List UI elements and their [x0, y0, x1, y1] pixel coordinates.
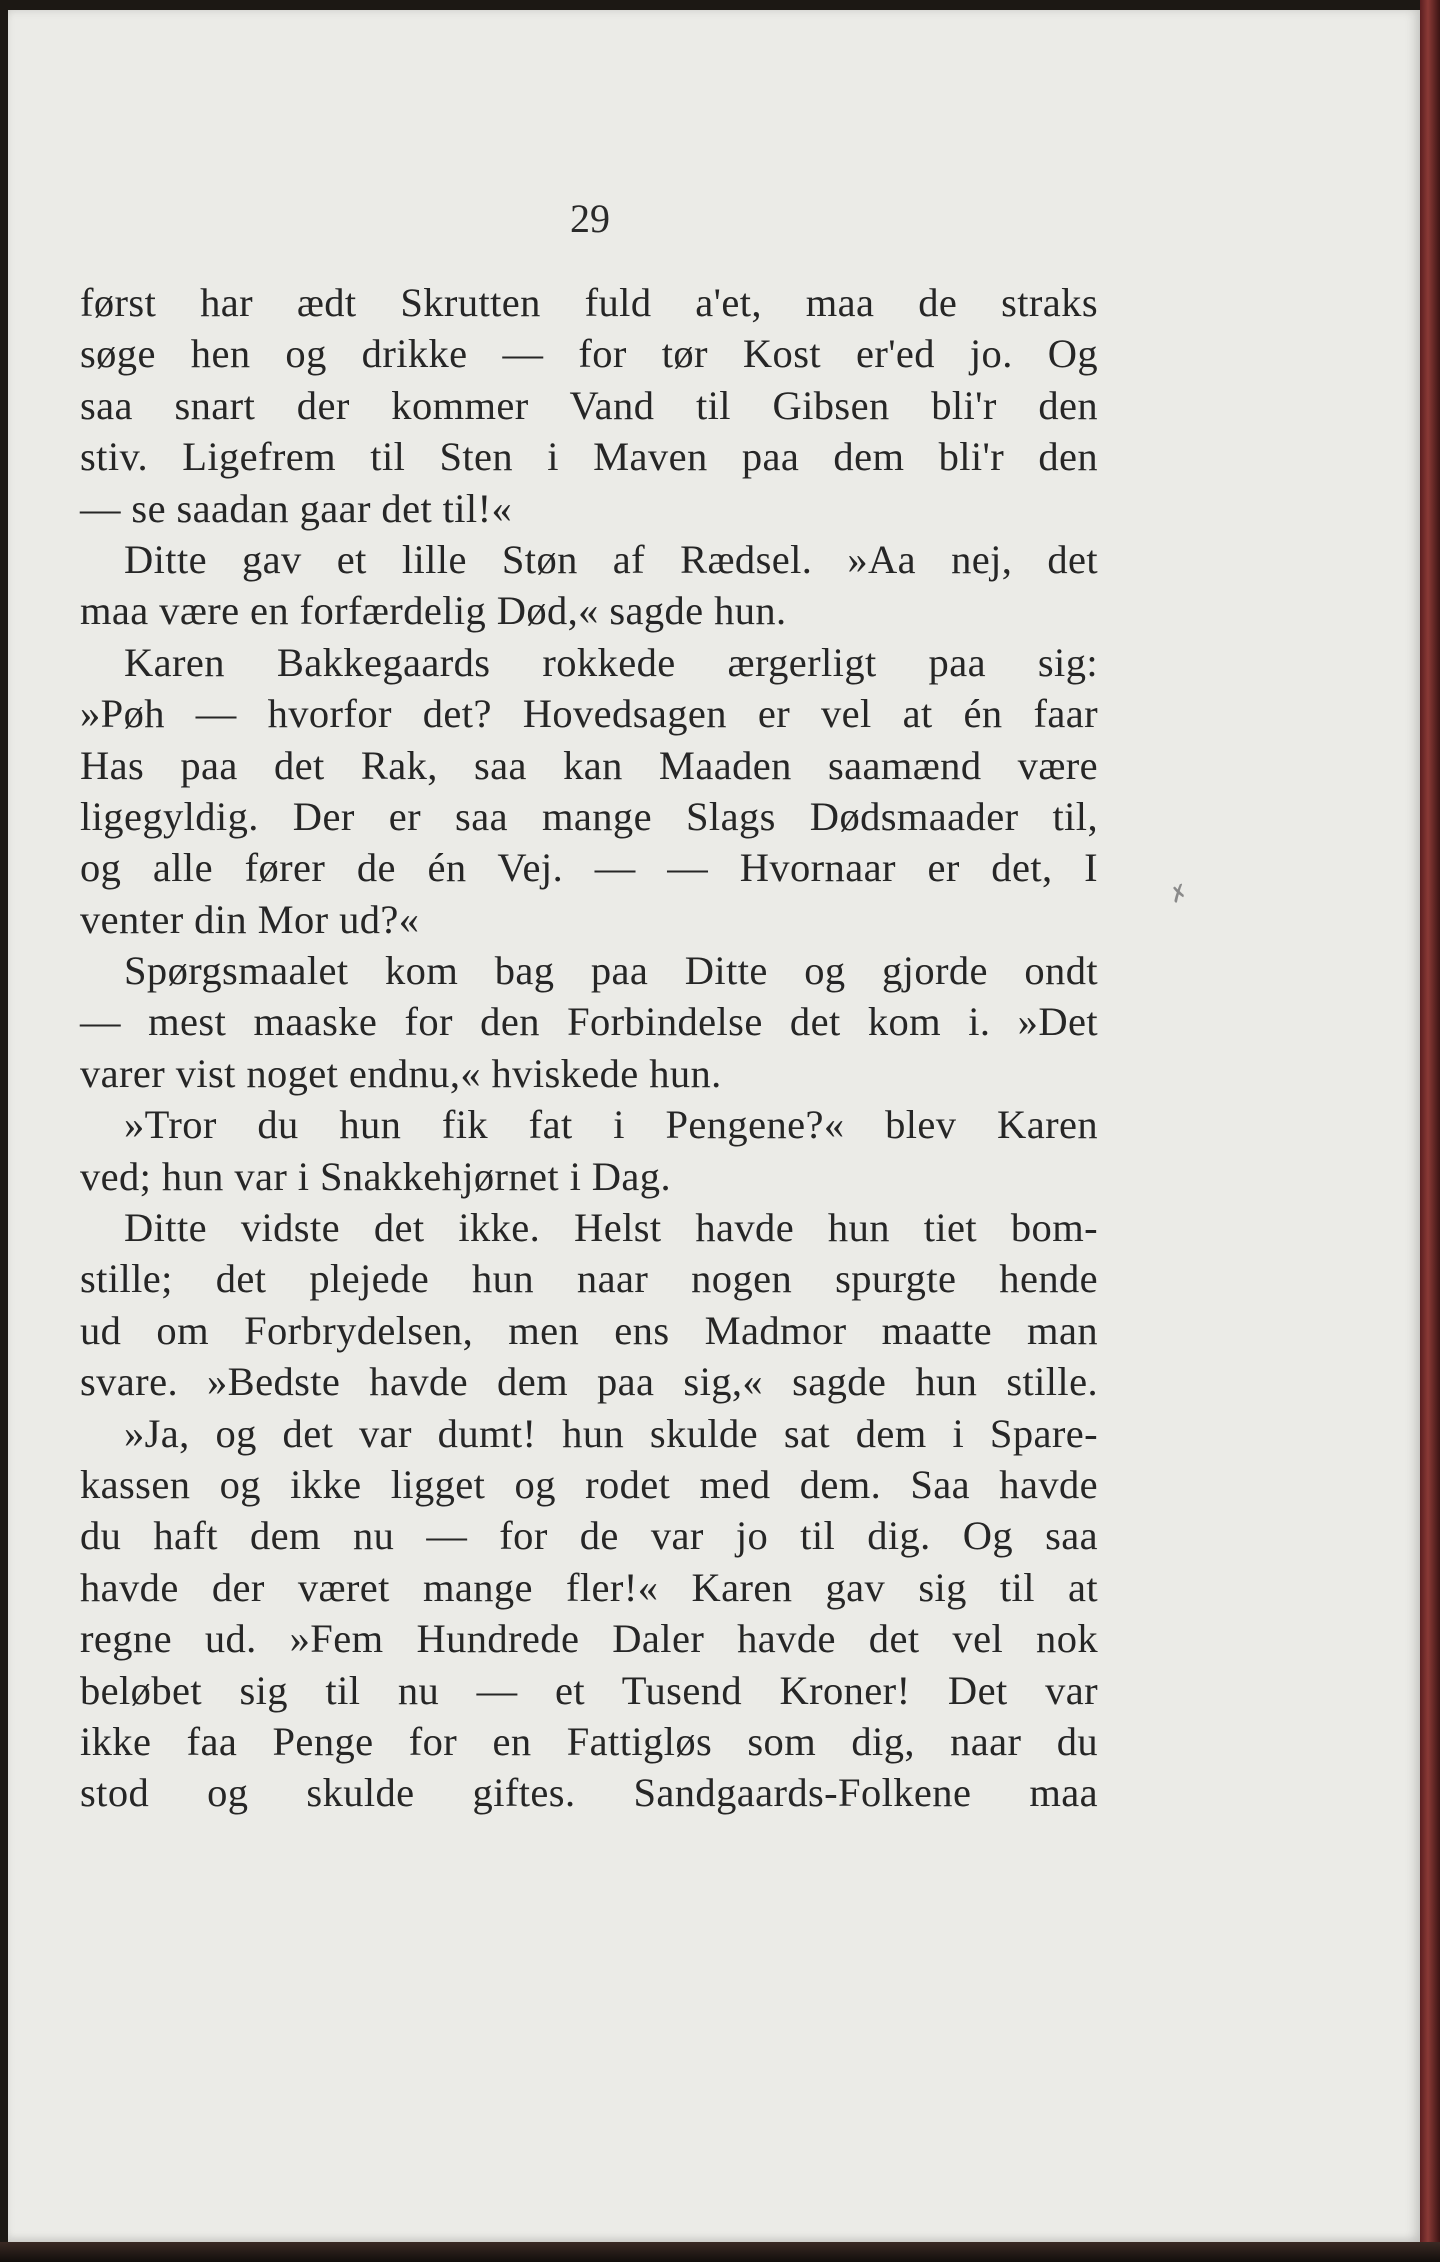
text-line: venter din Mor ud?«	[80, 896, 420, 942]
text-line: — mest maaske for den Forbindelse det kom i. »Det	[80, 999, 1098, 1045]
body-text	[80, 277, 1098, 1819]
text-line: Ditte gav et lille Støn af Rædsel. »Aa nej, det	[124, 536, 1098, 582]
text-line: »Pøh — hvorfor det? Hovedsagen er vel at én faar	[80, 691, 1098, 737]
text-line: ud om Forbrydelsen, men ens Madmor maatte man	[80, 1307, 1098, 1353]
text-line: stod og skulde giftes. Sandgaards-Folkene maa	[80, 1770, 1098, 1816]
text-line: maa være en forfærdelig Død,« sagde hun.	[80, 588, 787, 634]
text-line: havde der været mange fler!« Karen gav sig til at	[80, 1564, 1098, 1610]
text-line: først har ædt Skrutten fuld a'et, maa de straks	[80, 280, 1098, 325]
text-line: svare. »Bedste havde dem paa sig,« sagde hun stille.	[80, 1359, 1098, 1405]
text-line: beløbet sig til nu — et Tusend Kroner! Det var	[80, 1667, 1098, 1713]
text-line: kassen og ikke ligget og rodet med dem. Saa havde	[80, 1461, 1098, 1507]
text-line: regne ud. »Fem Hundrede Daler havde det vel nok	[80, 1616, 1098, 1662]
text-line: søge hen og drikke — for tør Kost er'ed jo. Og	[80, 331, 1098, 377]
page-edge-right	[1420, 0, 1440, 2262]
pencil-mark: ✗	[1166, 879, 1193, 910]
text-line: ligegyldig. Der er saa mange Slags Dødsmaader til,	[80, 793, 1098, 839]
text-line: »Ja, og det var dumt! hun skulde sat dem i Spare-	[124, 1410, 1098, 1456]
text-line: Has paa det Rak, saa kan Maaden saamænd være	[80, 742, 1098, 788]
page-edge-bottom	[0, 2242, 1440, 2262]
text-line: — se saadan gaar det til!«	[80, 485, 513, 531]
text-line: Spørgsmaalet kom bag paa Ditte og gjorde ondt	[124, 948, 1098, 994]
text-line: Karen Bakkegaards rokkede ærgerligt paa sig:	[124, 639, 1098, 685]
text-line: Ditte vidste det ikke. Helst havde hun tiet bom-	[124, 1205, 1098, 1251]
page-number: 29	[570, 196, 610, 241]
text-line: stille; det plejede hun naar nogen spurgte hende	[80, 1256, 1098, 1302]
text-line: du haft dem nu — for de var jo til dig. Og saa	[80, 1513, 1098, 1559]
text-line: ved; hun var i Snakkehjørnet i Dag.	[80, 1153, 671, 1199]
text-line: varer vist noget endnu,« hviskede hun.	[80, 1050, 722, 1096]
text-line: stiv. Ligefrem til Sten i Maven paa dem bli'r den	[80, 434, 1098, 480]
text-line: ikke faa Penge for en Fattigløs som dig, naar du	[80, 1718, 1098, 1764]
text-line: og alle fører de én Vej. — — Hvornaar er det, I	[80, 845, 1098, 891]
text-line: »Tror du hun fik fat i Pengene?« blev Karen	[124, 1102, 1098, 1148]
text-line: saa snart der kommer Vand til Gibsen bli'r den	[80, 382, 1098, 428]
